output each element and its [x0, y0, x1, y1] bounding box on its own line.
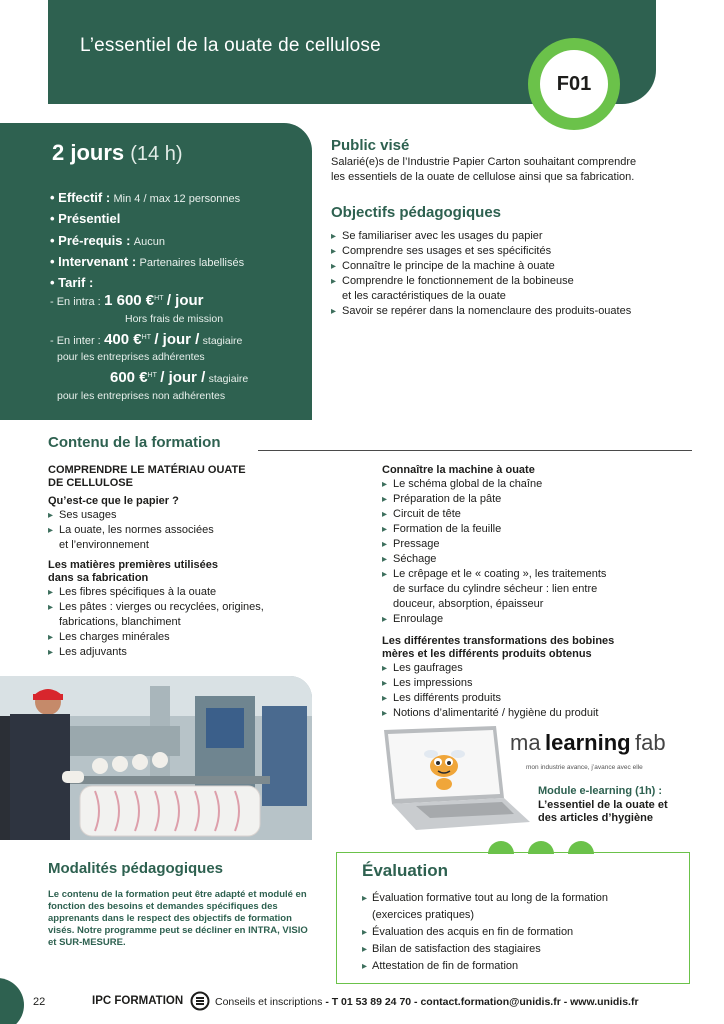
- tarif-line: [50, 275, 93, 290]
- duration: [52, 140, 183, 167]
- list-item: ▸ Le crêpage et le « coating », les traitements: [382, 567, 702, 582]
- logo-ma: ma: [510, 730, 541, 755]
- course-code-badge: [540, 50, 608, 118]
- sub2-list: [48, 585, 328, 660]
- effectif-value: Min 4 / max 12 personnes: [113, 193, 241, 205]
- prerequis-line: [50, 233, 165, 248]
- list-item-cont: fabrications, blanchiment: [59, 616, 181, 628]
- transformations-list: [382, 661, 702, 721]
- logo-learning: learning: [545, 730, 631, 755]
- list-item: ▸ Séchage: [382, 552, 702, 567]
- ma-learning-fab-logo: [510, 729, 666, 760]
- evaluation-title: Évaluation: [362, 861, 448, 880]
- module-label: Module e-learning (1h) :: [538, 785, 663, 797]
- list-item: ▸ Les charges minérales: [48, 630, 328, 645]
- intra-price-line: [50, 292, 204, 309]
- contact-details: - T 01 53 89 24 70 - contact.formation@unidis.fr - www.unidis.fr: [325, 996, 639, 1008]
- sub1-heading: Qu’est-ce que le papier ?: [48, 495, 179, 507]
- list-item: ▸ Les fibres spécifiques à la ouate: [48, 585, 328, 600]
- machine-heading: Connaître la machine à ouate: [382, 464, 535, 476]
- list-item-cont: (exercices pratiques): [372, 909, 475, 921]
- sub2-heading-2: dans sa fabrication: [48, 572, 149, 584]
- list-item: ▸ Les différents produits: [382, 691, 702, 706]
- list-item-cont: et l’environnement: [59, 539, 149, 551]
- footer-contact: [215, 996, 639, 1008]
- list-item: ▸ La ouate, les normes associées: [48, 523, 328, 538]
- presentiel-label: • Présentiel: [50, 211, 121, 226]
- list-item: ▸ Savoir se repérer dans la nomenclaure des produits-ouates: [331, 304, 701, 319]
- list-item: ▸ Les gaufrages: [382, 661, 702, 676]
- machine-list: [382, 477, 702, 627]
- list-item: ▸ Les adjuvants: [48, 645, 328, 660]
- list-item-cont: et les caractéristiques de la ouate: [342, 290, 506, 302]
- module-title-2: des articles d’hygiène: [538, 812, 653, 824]
- inter2-stagiaire: stagiaire: [208, 373, 249, 385]
- logo-fab: fab: [635, 730, 666, 755]
- list-item: ▸ Se familiariser avec les usages du papier: [331, 229, 701, 244]
- elearning-module: [538, 785, 668, 826]
- inter2-per-day: / jour /: [160, 369, 206, 386]
- laptop-icon: [376, 726, 532, 830]
- footer-brand: IPC FORMATION: [92, 995, 184, 1007]
- page-number-disc: [0, 978, 24, 1024]
- public-title: Public visé: [331, 137, 410, 154]
- transformations-heading-2: mères et les différents produits obtenus: [382, 648, 592, 660]
- contenu-right: [382, 464, 702, 721]
- list-item: ▸ Bilan de satisfaction des stagiaires: [362, 941, 682, 958]
- effectif-label: • Effectif :: [50, 190, 111, 205]
- list-item: ▸ Circuit de tête: [382, 507, 702, 522]
- list-item-cont: de surface du cylindre sécheur : lien entre: [393, 583, 598, 595]
- contenu-divider: [258, 450, 692, 451]
- course-code: F01: [556, 72, 592, 95]
- contact-label: Conseils et inscriptions: [215, 996, 323, 1008]
- inter2-note: pour les entreprises non adhérentes: [57, 390, 226, 402]
- inter-ht: HT: [141, 334, 151, 341]
- list-item: ▸ Enroulage: [382, 612, 702, 627]
- public-text: Salarié(e)s de l’Industrie Papier Carton souhaitant comprendre les essentiels de la ouate de cellulose ainsi que sa fabrication.: [331, 156, 637, 183]
- logo-tagline: mon industrie avance, j’avance avec elle: [526, 764, 643, 771]
- inter2-price: 600 €: [110, 369, 148, 386]
- tarif-label: • Tarif :: [50, 275, 94, 290]
- section-heading-2: DE CELLULOSE: [48, 477, 133, 489]
- intra-prefix: - En intra :: [50, 296, 101, 308]
- list-item: ▸ Attestation de fin de formation: [362, 958, 682, 975]
- list-item-cont: douceur, absorption, épaisseur: [393, 598, 544, 610]
- prerequis-label: • Pré-requis :: [50, 233, 131, 248]
- duration-hours: (14 h): [130, 143, 183, 165]
- intra-note: Hors frais de mission: [125, 313, 224, 325]
- intervenant-line: [50, 254, 244, 269]
- inter-price-line: [50, 331, 242, 348]
- transformations-heading-1: Les différentes transformations des bobines: [382, 635, 615, 647]
- section-heading-1: COMPRENDRE LE MATÉRIAU OUATE: [48, 464, 246, 476]
- module-title-1: L’essentiel de la ouate et: [538, 798, 668, 811]
- inter-prefix: - En inter :: [50, 335, 101, 347]
- list-item: ▸ Comprendre le fonctionnement de la bobineuse: [331, 274, 701, 289]
- factory-photo-image: [0, 676, 312, 840]
- inter2-ht: HT: [147, 372, 157, 379]
- inter-note: pour les entreprises adhérentes: [57, 351, 205, 363]
- effectif-line: [50, 190, 240, 205]
- objectifs-title: Objectifs pédagogiques: [331, 204, 502, 221]
- list-item: ▸ Connaître le principe de la machine à ouate: [331, 259, 701, 274]
- factory-photo: [0, 676, 312, 840]
- list-item: ▸ Les pâtes : vierges ou recyclées, origines,: [48, 600, 328, 615]
- inter2-price-line: [110, 369, 248, 386]
- page-number: 22: [33, 996, 46, 1008]
- sub2-heading-1: Les matières premières utilisées: [48, 559, 218, 571]
- evaluation-list: [362, 890, 682, 975]
- intra-price: 1 600 €: [104, 292, 155, 309]
- list-item: ▸ Préparation de la pâte: [382, 492, 702, 507]
- list-item: ▸ Pressage: [382, 537, 702, 552]
- list-item: ▸ Le schéma global de la chaîne: [382, 477, 702, 492]
- list-item: ▸ Ses usages: [48, 508, 328, 523]
- contenu-title: Contenu de la formation: [48, 434, 221, 451]
- inter-per-day: / jour /: [154, 331, 200, 348]
- intra-per-day: / jour: [166, 292, 204, 309]
- inter-stagiaire: stagiaire: [202, 335, 243, 347]
- list-item: ▸ Évaluation des acquis en fin de formation: [362, 924, 682, 941]
- list-item: ▸ Notions d’alimentarité / hygiène du produit: [382, 706, 702, 721]
- list-item: ▸ Formation de la feuille: [382, 522, 702, 537]
- contact-icon: [190, 991, 210, 1011]
- objectifs-list: [331, 229, 701, 319]
- intervenant-label: • Intervenant :: [50, 254, 137, 269]
- duration-days: 2 jours: [52, 140, 125, 165]
- prerequis-value: Aucun: [133, 236, 165, 248]
- list-item: ▸ Les impressions: [382, 676, 702, 691]
- presentiel-line: [50, 211, 120, 226]
- inter-price: 400 €: [104, 331, 142, 348]
- sub1-list: [48, 508, 328, 553]
- list-item: ▸ Comprendre ses usages et ses spécificités: [331, 244, 701, 259]
- contenu-left: [48, 464, 328, 660]
- intervenant-value: Partenaires labellisés: [139, 257, 245, 269]
- modalites-text: Le contenu de la formation peut être adapté et modulé en fonction des besoins et demandes spécifiques des apprenants dans le respect des objectifs de formation visés. Notre programme peut se décliner en INTRA, VISIO et SUR-MESURE.: [48, 889, 308, 948]
- laptop-illustration: [376, 726, 532, 830]
- intra-ht: HT: [154, 295, 164, 302]
- list-item: ▸ Évaluation formative tout au long de la formation: [362, 890, 682, 907]
- modalites-title: Modalités pédagogiques: [48, 860, 224, 877]
- page-title: L’essentiel de la ouate de cellulose: [80, 35, 381, 56]
- evaluation-decor: [488, 838, 598, 854]
